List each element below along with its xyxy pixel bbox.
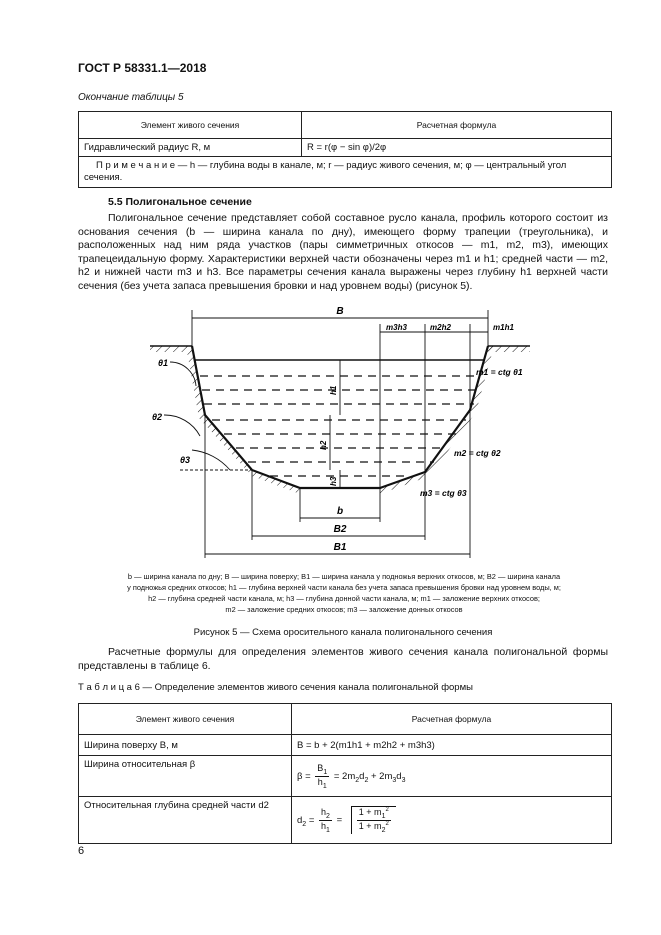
label-theta1: θ1	[158, 358, 169, 368]
table6-head-right: Расчетная формула	[292, 704, 612, 735]
label-b: b	[336, 506, 344, 517]
section-title: 5.5 Полигональное сечение	[108, 196, 252, 208]
note-prefix: П р и м е ч а н и е	[96, 160, 176, 171]
page-number: 6	[78, 845, 85, 857]
legend-line-1: b — ширина канала по дну; B — ширина поверху; B1 — ширина канала у подножья верхних откосов, м; B2 — ширина канала	[127, 572, 561, 581]
table6-row1-label: Ширина поверху B, м	[79, 735, 292, 756]
label-h2: h2	[319, 440, 328, 450]
table6-row2-label: Ширина относительная β	[79, 756, 292, 797]
table6-row3-label: Относительная глубина средней части d2	[79, 797, 292, 844]
label-m1: m1 = ctg θ1	[476, 367, 523, 377]
label-m2h2: m2h2	[430, 323, 451, 332]
document-header: ГОСТ Р 58331.1—2018	[78, 61, 207, 75]
figure-5-diagram	[140, 300, 540, 565]
table5-head-left: Элемент живого сечения	[79, 112, 302, 139]
ground-hatch-left	[150, 346, 192, 352]
label-h1: h1	[329, 385, 338, 395]
label-m3h3: m3h3	[386, 323, 407, 332]
section-paragraph-2: Расчетные формулы для определения элементов живого сечения канала полигональной формы представлены в таблице 6.	[78, 646, 608, 672]
ground-hatch-right	[488, 346, 530, 352]
section-paragraph-1: Полигональное сечение представляет собой составное русло канала, профиль которого состоит из основания сечения (b — ширина канала по дну), имеющего форму трапеции (треугольника), и расположенных над ним ряда участков (пары симметричных откосов — m1, m2, m3), имеющих трапецеидальную форму. Характеристики верхней части обозначены через m1 и h1; средней части — m2, h2 и нижней части m3 и h3. Все параметры сечения канала выражены через глубину h1 верхней части сечения (без учета запаса превышения бровки и над уровнем воды) (рисунок 5).	[78, 212, 608, 292]
table6-head-left: Элемент живого сечения	[79, 704, 292, 735]
note-text: — h — глубина воды в канале, м; r — радиус живого сечения, м; φ — центральный угол сечения.	[84, 160, 567, 183]
table6-row1-formula: B = b + 2(m1h1 + m2h2 + m3h3)	[292, 735, 612, 756]
table6	[78, 703, 612, 844]
label-B: B	[336, 306, 344, 317]
table6-row2-formula: β = $\frac{B_1}{h_1}$ = $2m_2d_2 + 2m_3d_3$	[292, 756, 612, 797]
label-B2: B2	[333, 524, 347, 535]
figure-caption: Рисунок 5 — Схема оросительного канала полигонального сечения	[193, 627, 493, 638]
table5-row-label: Гидравлический радиус R, м	[79, 139, 302, 157]
label-theta2: θ2	[152, 412, 163, 422]
table5-caption: Окончание таблицы 5	[78, 92, 184, 103]
label-m2: m2 = ctg θ2	[454, 448, 501, 458]
figure-legend	[82, 571, 606, 615]
label-m1h1: m1h1	[493, 323, 514, 332]
table5	[78, 111, 612, 188]
legend-line-3: h2 — глубина средней части канала, м; h3 — глубина донной части канала, м; m1 — заложение верхних откосов;	[148, 594, 540, 603]
table6-caption: Т а б л и ц а 6 — Определение элементов живого сечения канала полигональной формы	[78, 682, 473, 693]
label-m3: m3 = ctg θ3	[420, 488, 467, 498]
label-B1: B1	[333, 542, 347, 553]
table6-row3-formula: $d_2$ = $\frac{h_2}{h_1}$ = $\frac{1 + m_1^2}{1 + m_2^2}$	[292, 797, 612, 844]
table5-head-right: Расчетная формула	[302, 112, 612, 139]
table5-note	[79, 157, 612, 188]
legend-line-2: у подножья средних откосов; h1 — глубина верхней части канала без учета запаса превышения бровки над уровнем воды, м;	[127, 583, 561, 592]
table5-row-formula: R = r(φ − sin φ)/2φ	[302, 139, 612, 157]
label-h3: h3	[329, 476, 338, 486]
label-theta3: θ3	[180, 455, 191, 465]
legend-line-4: m2 — заложение средних откосов; m3 — заложение донных откосов	[225, 605, 463, 614]
